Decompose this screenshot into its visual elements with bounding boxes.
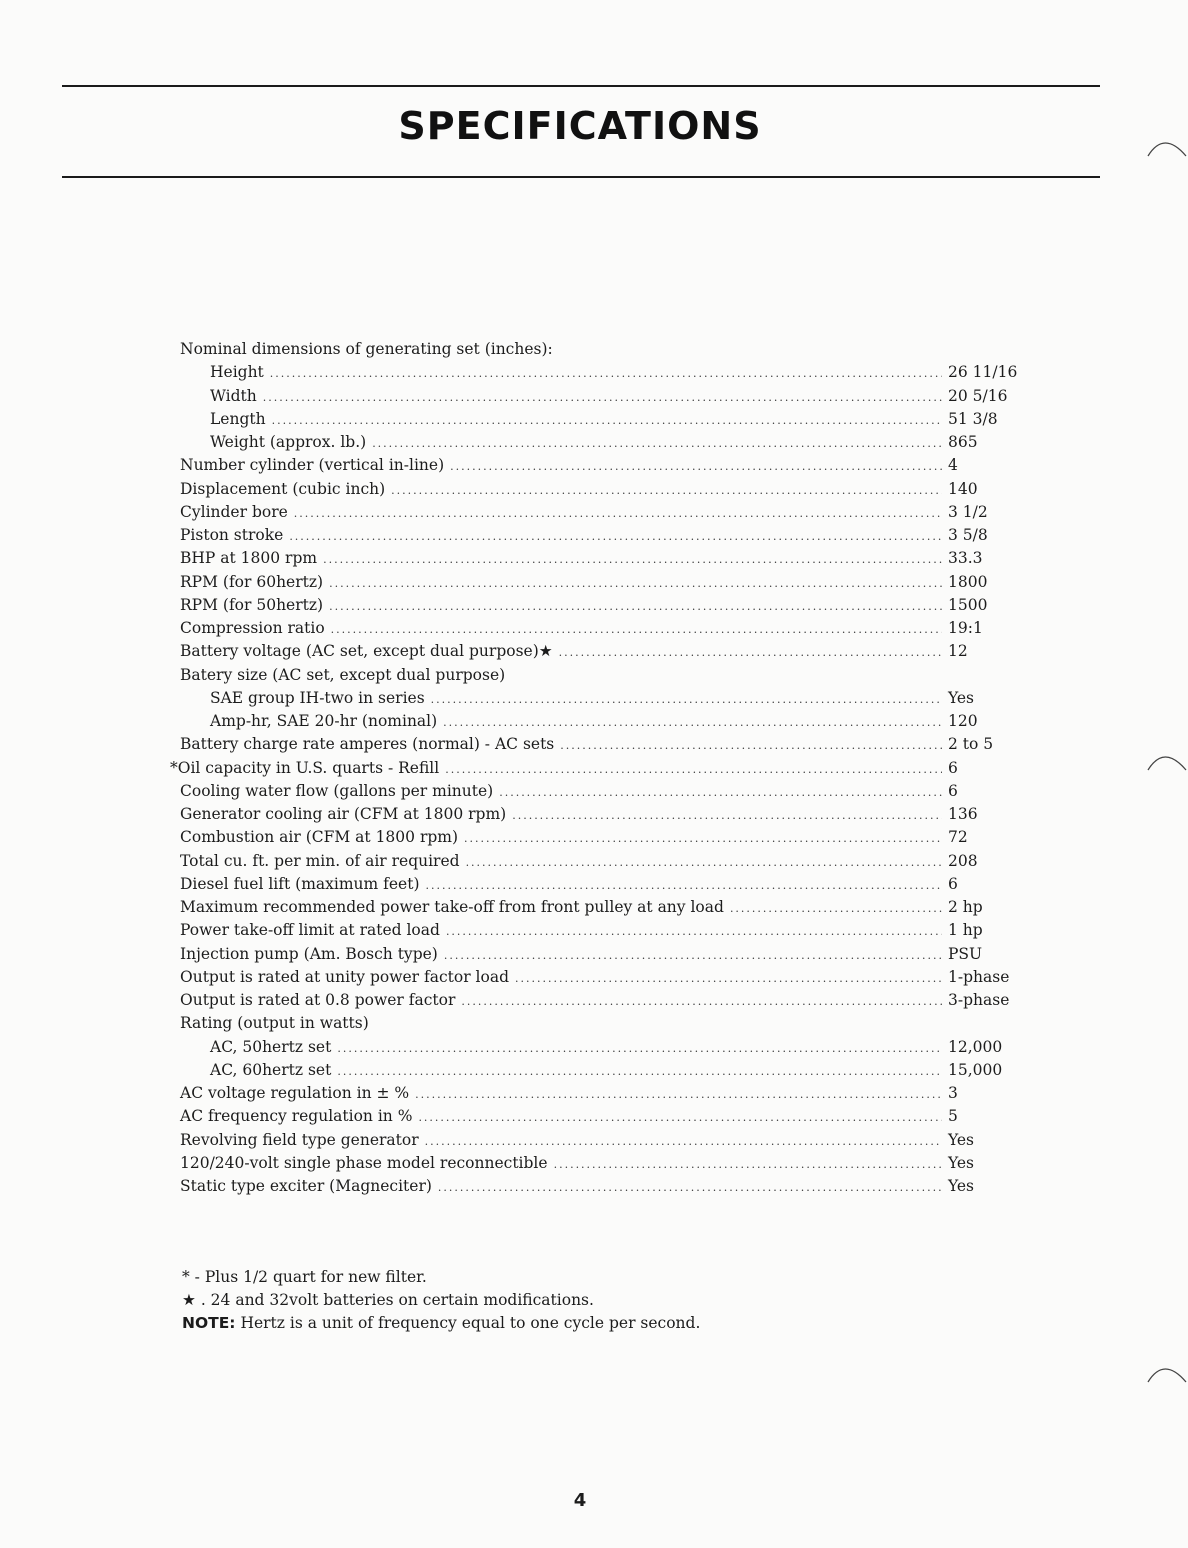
binder-hole-mark-icon (1140, 1352, 1188, 1422)
spec-row (180, 640, 1030, 663)
spec-value: 3 1/2 (948, 502, 988, 521)
spec-row (180, 594, 1030, 617)
spec-value: 1800 (948, 572, 988, 591)
spec-label: Cylinder bore (180, 502, 288, 521)
dot-leader (445, 758, 942, 781)
spec-label: Piston stroke (180, 526, 284, 544)
spec-value: 6 (948, 781, 958, 800)
spec-label: Compression ratio (180, 619, 325, 637)
spec-value: 1500 (948, 595, 988, 614)
spec-row (180, 687, 1030, 710)
note-line (182, 1312, 700, 1335)
spec-label: Diesel fuel lift (maximum feet) (180, 874, 420, 893)
top-rule (62, 85, 1100, 87)
rating-heading-row (180, 1012, 1030, 1035)
spec-label: AC, 50hertz set (210, 1037, 332, 1056)
spec-value: Yes (948, 1177, 975, 1195)
spec-value: 208 (948, 851, 978, 870)
dot-leader (425, 1130, 942, 1153)
footnote-battery-voltage: ★ . 24 and 32volt batteries on certain modifications. (182, 1291, 594, 1309)
spec-label: Battery charge rate amperes (normal) - AC sets (180, 735, 555, 754)
spec-value: 1-phase (948, 967, 1010, 986)
spec-value: 6 (948, 758, 958, 777)
spec-row (180, 803, 1030, 826)
spec-row (180, 524, 1030, 547)
spec-label: Cooling water flow (gallons per minute) (180, 781, 494, 800)
battery-size-heading-row (180, 664, 1030, 687)
binder-hole-mark-icon (1140, 126, 1188, 196)
dot-leader (560, 734, 942, 757)
spec-label: Output is rated at 0.8 power factor (180, 991, 456, 1009)
dot-leader (391, 479, 942, 502)
footnote-oil-filter: * - Plus 1/2 quart for new filter. (182, 1268, 427, 1286)
spec-value: 3 (948, 1084, 958, 1102)
footnotes (182, 1266, 700, 1335)
dot-leader (323, 548, 942, 571)
spec-row (180, 454, 1030, 477)
dot-leader (329, 595, 942, 618)
spec-row (180, 1129, 1030, 1152)
spec-row (180, 943, 1030, 966)
spec-label: AC, 60hertz set (210, 1060, 332, 1079)
dot-leader (730, 897, 942, 920)
spec-value: 120 (948, 712, 978, 730)
spec-row (170, 757, 1030, 780)
dot-leader (515, 967, 942, 990)
spec-label: Weight (approx. lb.) (210, 433, 367, 451)
note-text: Hertz is a unit of frequency equal to one cycle per second. (240, 1314, 701, 1332)
dot-leader (438, 1176, 942, 1199)
dot-leader (418, 1106, 942, 1129)
spec-row (180, 826, 1030, 849)
dot-leader (337, 1037, 942, 1060)
dot-leader (554, 1153, 942, 1176)
spec-value: 5 (948, 1107, 958, 1126)
dot-leader (289, 525, 942, 548)
spec-value: 51 3/8 (948, 409, 998, 428)
spec-row (180, 896, 1030, 919)
spec-label: Amp-hr, SAE 20-hr (nominal) (210, 712, 438, 730)
dot-leader (431, 688, 942, 711)
spec-label: Combustion air (CFM at 1800 rpm) (180, 828, 459, 847)
spec-row (180, 919, 1030, 942)
spec-label: RPM (for 50hertz) (180, 595, 324, 614)
spec-label: Injection pump (Am. Bosch type) (180, 944, 438, 963)
spec-value: 20 5/16 (948, 386, 1008, 405)
spec-label: Revolving field type generator (180, 1130, 419, 1149)
spec-row (180, 780, 1030, 803)
spec-label: BHP at 1800 rpm (180, 549, 318, 568)
dot-leader (443, 711, 942, 734)
binder-hole-mark-icon (1140, 740, 1188, 810)
spec-value: Yes (948, 1153, 975, 1172)
dot-leader (263, 386, 942, 409)
dot-leader (272, 409, 942, 432)
dot-leader (415, 1083, 942, 1106)
dot-leader (331, 618, 942, 641)
spec-value: 15,000 (948, 1060, 1003, 1079)
dot-leader (450, 455, 942, 478)
spec-label: Height (210, 363, 264, 382)
spec-row (180, 501, 1030, 524)
dot-leader (559, 641, 942, 664)
spec-value: 6 (948, 874, 958, 893)
spec-label: Power take-off limit at rated load (180, 921, 440, 940)
spec-row (180, 385, 1030, 408)
dot-leader (499, 781, 942, 804)
spec-label: Length (210, 409, 266, 428)
spec-row (180, 617, 1030, 640)
spec-value: 12,000 (948, 1037, 1003, 1056)
spec-label: Maximum recommended power take-off from front pulley at any load (180, 898, 724, 916)
spec-row (180, 1036, 1030, 1059)
spec-label: Generator cooling air (CFM at 1800 rpm) (180, 805, 507, 823)
dot-leader (294, 502, 942, 525)
spec-value: Yes (948, 688, 975, 707)
spec-value: 3 5/8 (948, 526, 988, 544)
dot-leader (512, 804, 942, 827)
note-label: NOTE: (182, 1314, 236, 1332)
spec-row (180, 478, 1030, 501)
rating-heading: Rating (output in watts) (180, 1014, 369, 1033)
spec-label: Output is rated at unity power factor load (180, 967, 509, 986)
spec-value: 19:1 (948, 619, 983, 637)
section-heading: Nominal dimensions of generating set (inches): (180, 340, 553, 358)
section-heading-row (180, 338, 1030, 361)
spec-value: PSU (948, 944, 983, 963)
spec-row (180, 431, 1030, 454)
battery-size-heading: Batery size (AC set, except dual purpose) (180, 665, 506, 684)
spec-label: Total cu. ft. per min. of air required (180, 851, 460, 870)
spec-label: Static type exciter (Magneciter) (180, 1177, 432, 1195)
spec-value: 4 (948, 456, 958, 475)
bottom-rule (62, 176, 1100, 178)
spec-row (180, 989, 1030, 1012)
spec-label: *Oil capacity in U.S. quarts - Refill (170, 758, 440, 777)
specifications-table (170, 338, 1030, 1198)
dot-leader (446, 920, 942, 943)
spec-label: SAE group IH-two in series (210, 688, 425, 707)
spec-label: Battery voltage (AC set, except dual purpose)★ (180, 642, 553, 661)
spec-value: Yes (948, 1130, 975, 1149)
spec-value: 12 (948, 642, 968, 661)
spec-row (180, 1152, 1030, 1175)
spec-row (180, 1059, 1030, 1082)
spec-label: AC voltage regulation in ± % (180, 1084, 410, 1102)
spec-row (180, 1175, 1030, 1198)
spec-label: Displacement (cubic inch) (180, 479, 386, 498)
spec-row (180, 873, 1030, 896)
spec-row (180, 966, 1030, 989)
dot-leader (461, 990, 942, 1013)
dot-leader (329, 572, 942, 595)
dot-leader (426, 874, 942, 897)
spec-row (180, 408, 1030, 431)
spec-row (180, 571, 1030, 594)
dot-leader (444, 944, 942, 967)
spec-value: 2 to 5 (948, 735, 994, 754)
spec-value: 26 11/16 (948, 363, 1018, 382)
spec-value: 33.3 (948, 549, 983, 568)
spec-label: RPM (for 60hertz) (180, 572, 324, 591)
spec-value: 136 (948, 805, 978, 823)
page-title: SPECIFICATIONS (398, 104, 762, 148)
spec-value: 865 (948, 433, 978, 451)
spec-value: 140 (948, 479, 978, 498)
dot-leader (337, 1060, 942, 1083)
spec-row (180, 361, 1030, 384)
spec-label: Number cylinder (vertical in-line) (180, 456, 445, 475)
spec-label: AC frequency regulation in % (180, 1107, 413, 1126)
spec-row (180, 850, 1030, 873)
spec-value: 1 hp (948, 921, 983, 940)
spec-row (180, 1082, 1030, 1105)
spec-row (180, 733, 1030, 756)
spec-value: 2 hp (948, 898, 983, 916)
spec-row (180, 710, 1030, 733)
spec-row (180, 547, 1030, 570)
dot-leader (372, 432, 942, 455)
dot-leader (466, 851, 942, 874)
spec-row (180, 1105, 1030, 1128)
spec-label: 120/240-volt single phase model reconnectible (180, 1153, 548, 1172)
page-number: 4 (573, 1490, 587, 1511)
spec-label: Width (210, 386, 257, 405)
spec-value: 72 (948, 828, 968, 847)
dot-leader (270, 362, 942, 385)
dot-leader (464, 827, 942, 850)
spec-value: 3-phase (948, 991, 1010, 1009)
